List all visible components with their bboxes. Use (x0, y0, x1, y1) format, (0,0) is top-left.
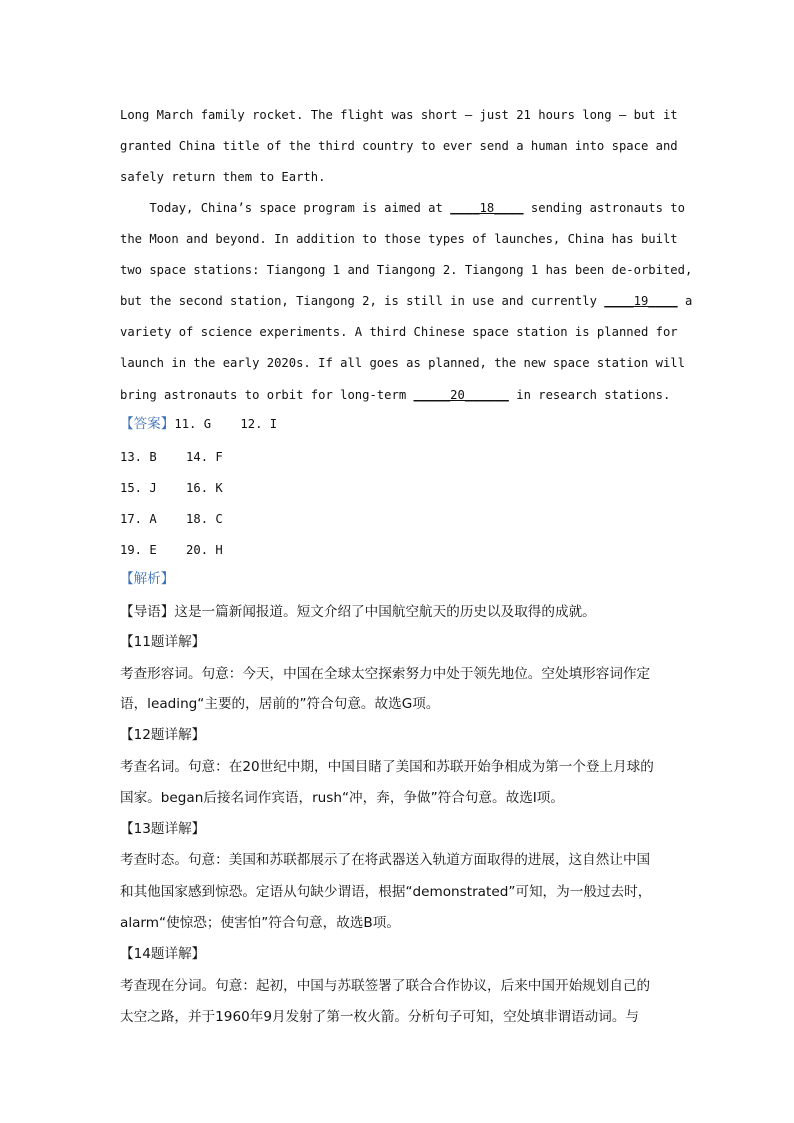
text-segment: a (677, 294, 693, 308)
passage-paragraph-2-line-2: the Moon and beyond. In addition to those types of launches, China has built (120, 232, 678, 246)
answer-label: 【答案】 (120, 416, 175, 432)
answer-row: 15. J 16. K (120, 481, 223, 495)
answer-row: 19. E 20. H (120, 543, 223, 557)
passage-line-2: granted China title of the third country to ever send a human into space and (120, 139, 678, 153)
q13-explanation-line-3: alarm“使惊恐；使害怕”符合句意，故选B项。 (120, 915, 400, 931)
passage-line-1: Long March family rocket. The flight was short – just 21 hours long – but it (120, 108, 678, 122)
passage-paragraph-2-line-5: variety of science experiments. A third Chinese space station is planned for (120, 325, 678, 339)
q13-explanation-line-1: 考查时态。句意：美国和苏联都展示了在将武器送入轨道方面取得的进展，这自然让中国 (120, 852, 651, 868)
q13-explanation-line-2: 和其他国家感到惊恐。定语从句缺少谓语，根据“demonstrated”可知，为一般过去时， (120, 884, 652, 900)
passage-paragraph-2-line-7 (120, 387, 680, 403)
q11-heading: 【11题详解】 (120, 634, 206, 650)
q12-explanation-line-1: 考查名词。句意：在20世纪中期，中国目睹了美国和苏联开始争相成为第一个登上月球的 (120, 759, 654, 775)
answer-row: 17. A 18. C (120, 512, 223, 526)
q11-explanation-line-1: 考查形容词。句意：今天，中国在全球太空探索努力中处于领先地位。空处填形容词作定 (120, 666, 651, 682)
passage-paragraph-2-line-4 (120, 293, 693, 309)
blank-20: _____20______ (413, 388, 509, 402)
text-segment: but the second station, Tiangong 2, is still in use and currently (120, 294, 605, 308)
q12-explanation-line-2: 国家。began后接名词作宾语，rush“冲，奔，争做”符合句意。故选I项。 (120, 790, 564, 806)
q14-explanation-line-1: 考查现在分词。句意：起初，中国与苏联签署了联合合作协议，后来中国开始规划自己的 (120, 978, 651, 994)
q13-heading: 【13题详解】 (120, 821, 206, 837)
text-segment: Today, China’s space program is aimed at (120, 201, 451, 215)
analysis-intro: 【导语】这是一篇新闻报道。短文介绍了中国航空航天的历史以及取得的成就。 (120, 604, 596, 620)
blank-18: ____18____ (450, 201, 524, 215)
answer-row: 11. G 12. I (174, 417, 278, 431)
q11-explanation-line-2: 语，leading“主要的，居前的”符合句意。故选G项。 (120, 696, 440, 712)
text-segment: in research stations. (508, 388, 671, 402)
q14-explanation-line-2: 太空之路，并于1960年9月发射了第一枚火箭。分析句子可知，空处填非谓语动词。与 (120, 1009, 640, 1025)
text-segment: sending astronauts to (523, 201, 685, 215)
answer-row: 13. B 14. F (120, 450, 223, 464)
blank-19: ____19____ (604, 294, 678, 308)
passage-paragraph-2-line-6: launch in the early 2020s. If all goes as planned, the new space station will (120, 356, 685, 370)
analysis-label: 【解析】 (120, 571, 175, 587)
text-segment: bring astronauts to orbit for long-term (120, 388, 414, 402)
answers-first-row (120, 416, 680, 432)
passage-paragraph-2-line-3: two space stations: Tiangong 1 and Tiangong 2. Tiangong 1 has been de-orbited, (120, 263, 693, 277)
passage-paragraph-2-line-1 (120, 200, 685, 216)
passage-line-3: safely return them to Earth. (120, 170, 326, 184)
q12-heading: 【12题详解】 (120, 727, 206, 743)
q14-heading: 【14题详解】 (120, 946, 206, 962)
